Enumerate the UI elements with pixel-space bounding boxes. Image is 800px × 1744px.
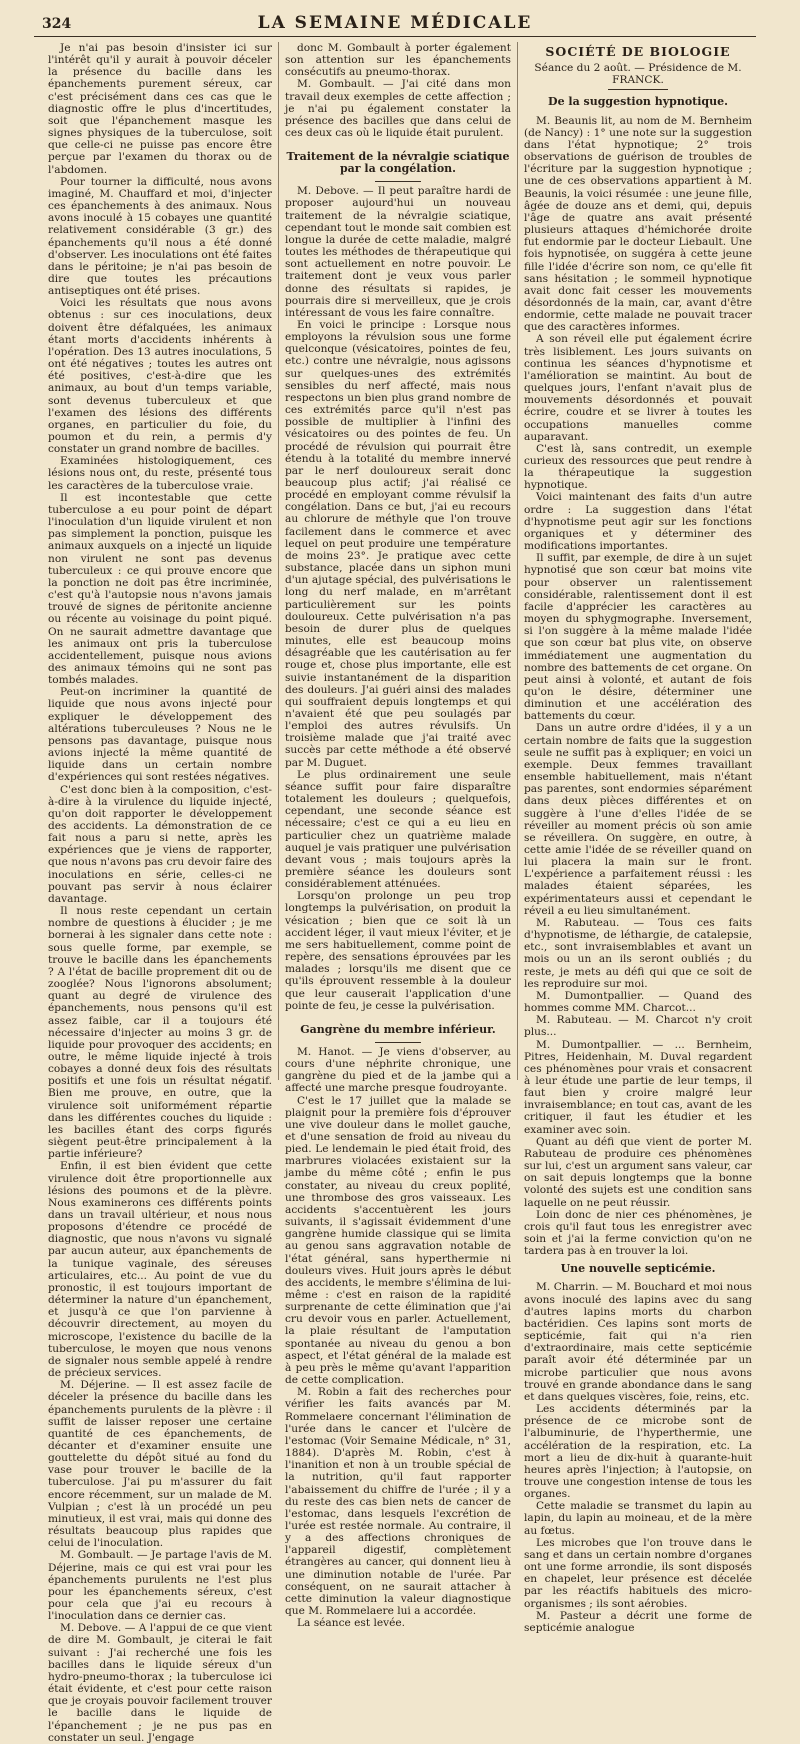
heading-rule	[608, 89, 668, 90]
column-divider	[278, 42, 279, 1080]
column-right	[524, 42, 752, 1634]
paragraph: M. Robin a fait des recherches pour vérifier les faits avancés par M. Rommelaere concernant l'élimination de l'urée dans le cancer et l'ulcère de l'estomac (Voir Semaine Médicale, n° 31, 1884). D'après M. Robin, c'est à l'inanition et non à un trouble spécial de la nutrition, qu'il faut rapporter l'abaissement du chiffre de l'urée ; il y a du reste des cas bien nets de cancer de l'estomac, dans lesquels l'excrétion de l'urée est restée normale. Au contraire, il y a des affections chroniques de l'appareil digestif, complètement étrangères au cancer, qui donnent lieu à une diminution notable de l'urée. Par conséquent, on ne saurait attacher à cette diminution la valeur diagnostique que M. Rommelaere lui a accordée.	[285, 1386, 511, 1618]
paragraph: M. Gombault. — Je partage l'avis de M. Déjerine, mais ce qui est vrai pour les épanchements purulents ne l'est plus pour les épanchements séreux, c'est pour cela que j'ai eu recours à l'inoculation dans ce dernier cas.	[48, 1549, 272, 1623]
heading-rule	[375, 181, 421, 182]
paragraph: M. Gombault. — J'ai cité dans mon travail deux exemples de cette affection ; je n'ai pu également constater la présence des bacilles que dans celui de ces deux cas où le liquide était purulent.	[285, 78, 511, 140]
paragraph: C'est donc bien à la composition, c'est-à-dire à la virulence du liquide injecté, qu'on doit rapporter le développement des accidents. La démonstration de ce fait nous a paru si nette, après les expériences que je viens de rapporter, que nous n'avons pas cru devoir faire des inoculations en série, celles-ci ne pouvant pas servir à nous éclairer davantage.	[48, 783, 272, 905]
section-heading: Gangrène du membre inférieur.	[300, 1022, 496, 1036]
paragraph: En voici le principe : Lorsque nous employons la révulsion sous une forme quelconque (vésicatoires, pointes de feu, etc.) contre une névralgie, nous agissons sur quelques-unes des extrémités sensibles du nerf affecté, mais nous respectons un bien plus grand nombre de ces extrémités parce qu'il n'est pas possible de multiplier à l'infini des vésicatoires ou des pointes de feu. Un procédé de révulsion qui pourrait être étendu à la totalité du membre innervé par le nerf douloureux serait donc beaucoup plus actif; j'ai réalisé ce procédé en employant comme révulsif la congélation. Dans ce but, j'ai eu recours au chlorure de méthyle que l'on trouve facilement dans le commerce et avec lequel on peut produire une température de moins 23°. Je pratique avec cette substance, placée dans un siphon muni d'un ajutage spécial, des pulvérisations le long du nerf malade, en m'arrêtant particulièrement sur les points douloureux. Cette pulvérisation n'a pas besoin de durer plus de quelques minutes, elle est beaucoup moins désagréable que les cautérisation au fer rouge et, chose plus importante, elle est suivie instantanément de la disparition des douleurs. J'ai guéri ainsi des malades qui souffraient depuis longtemps et qui n'avaient été que peu soulagés par l'emploi des autres révulsifs. Un troisième malade que j'ai traité avec succès par cette méthode a été observé par M. Duguet.	[285, 318, 511, 769]
column-divider	[517, 42, 518, 1080]
section-heading: Traitement de la névralgie sciatique par la congélation.	[286, 150, 510, 176]
paragraph: Enfin, il est bien évident que cette virulence doit être proportionnelle aux lésions des poumons et de la plèvre. Nous examinerons ces différents points dans un travail ultérieur, et nous nous proposons d'étendre ce procédé de diagnostic, que nous n'avons vu signalé par aucun auteur, aux épanchements de la tunique vaginale, des séreuses articulaires, etc... Au point de vue du pronostic, il est toujours important de déterminer la nature d'un épanchement, et jusqu'à ce que l'on parvienne à découvrir directement, au moyen du microscope, l'existence du bacille de la tuberculose, le moyen que nous venons de signaler nous semble appelé à rendre de précieux services.	[48, 1160, 272, 1380]
paragraph: Loin donc de nier ces phénomènes, je crois qu'il faut tous les enregistrer avec soin et j'ai la ferme conviction qu'on ne tardera pas à en trouver la loi.	[524, 1208, 752, 1258]
paragraph: Pour tourner la difficulté, nous avons imaginé, M. Chauffard et moi, d'injecter ces épanchements à des animaux. Nous avons inoculé à 15 cobayes une quantité relativement considérable (3 gr.) des épanchements qu'il nous a été donné d'observer. Les inoculations ont été faites dans le péritoine; je n'ai pas besoin de dire que toutes les précautions antiseptiques ont été prises.	[48, 175, 272, 298]
page-header	[34, 10, 756, 37]
paragraph: La séance est levée.	[297, 1617, 406, 1630]
journal-title: LA SEMAINE MÉDICALE	[257, 13, 533, 33]
heading-rule	[375, 1042, 421, 1043]
section-heading: De la suggestion hypnotique.	[548, 95, 728, 109]
session-line: Séance du 2 août. — Présidence de M. FRANCK.	[534, 62, 742, 87]
paragraph: M. Pasteur a décrit une forme de septicémie analogue	[524, 1609, 752, 1634]
paragraph: Il suffit, par exemple, de dire à un sujet hypnotisé que son cœur bat moins vite pour observer un ralentissement considérable, ralentissement dont il est facile d'apprécier les caractères au moyen du sphygmographe. Inversement, si l'on suggère à la même malade l'idée que son cœur bat plus vite, on observe immédiatement une augmentation du nombre des battements de cet organe. On peut ainsi à volonté, et autant de fois qu'on le désire, déterminer une diminution et une accélération des battements du cœur.	[524, 552, 752, 723]
society-heading: SOCIÉTÉ DE BIOLOGIE	[545, 44, 731, 59]
paragraph: donc M. Gombault à porter également son attention sur les épanchements consécutifs au pneumo-thorax.	[285, 42, 511, 79]
paragraph: M. Rabuteau. — M. Charcot n'y croit plus...	[524, 1014, 752, 1039]
paragraph: Quant au défi que vient de porter M. Rabuteau de produire ces phénomènes sur lui, c'est un argument sans valeur, car on sait depuis longtemps que la bonne volonté des sujets est une condition sans laquelle on ne peut réussir.	[524, 1135, 752, 1209]
paragraph: Le plus ordinairement une seule séance suffit pour faire disparaître totalement les douleurs ; quelquefois, cependant, une seconde séance est nécessaire; c'est ce qui a eu lieu en particulier chez un quatrième malade auquel je vais pratiquer une pulvérisation devant vous ; mais toujours après la première séance les douleurs sont considérablement atténuées.	[285, 768, 511, 891]
paragraph: Lorsqu'on prolonge un peu trop longtemps la pulvérisation, on produit la vésication ; bien que ce soit là un accident léger, il vaut mieux l'éviter, et je me sers habituellement, comme point de repère, des sensations éprouvées par les malades ; lorsqu'ils me disent que ce qu'ils éprouvent ressemble à la douleur que leur causerait l'application d'une pointe de feu, je cesse la pulvérisation.	[285, 890, 511, 1012]
page-number: 324	[42, 16, 72, 32]
paragraph: M. Charrin. — M. Bouchard et moi nous avons inoculé des lapins avec du sang d'autres lapins morts du charbon bactéridien. Ces lapins sont morts de septicémie, fait qui n'a rien d'extraordinaire, mais cette septicémie paraît avoir été déterminée par un microbe particulier que nous avons trouvé en grande abondance dans le sang et dans quelques viscères, foie, reins, etc.	[524, 1281, 752, 1403]
paragraph: M. Debove. — A l'appui de ce que vient de dire M. Gombault, je citerai le fait suivant : J'ai recherché une fois les bacilles dans le liquide séreux d'un hydro-pneumo-thorax ; la tuberculose ici était évidente, et c'est pour cette raison que je croyais pouvoir facilement trouver le bacille dans le liquide de l'épanchement ; je ne pus pas en constater un seul. J'engage	[48, 1622, 272, 1744]
paragraph: Peut-on incriminer la quantité de liquide que nous avons injecté pour expliquer le développement des altérations tuberculeuses ? Nous ne le pensons pas davantage, puisque nous avions injecté la même quantité de liquide dans un certain nombre d'expériences qui sont restées négatives.	[48, 686, 272, 784]
paragraph: Il nous reste cependant un certain nombre de questions à élucider ; je me bornerai à les signaler dans cette note : sous quelle forme, par exemple, se trouve le bacille dans les épanchements ? A l'état de bacille proprement dit ou de zooglée? Nous l'ignorons absolument; quant au degré de virulence des épanchements, nous pensons qu'il est assez faible, car il a toujours été nécessaire d'injecter au moins 3 gr. de liquide pour provoquer des accidents; en outre, le même liquide injecté à trois cobayes a donné deux fois des résultats positifs et une fois un résultat négatif. Bien me prouve, en outre, que la virulence soit uniformément répartie dans les différentes couches du liquide : les bacilles étant des corps figurés siègent peut-être principalement à la partie inférieure?	[48, 905, 272, 1161]
column-middle	[285, 42, 511, 1630]
paragraph: Les accidents déterminés par la présence de ce microbe sont de l'albuminurie, de l'hyperthermie, une accélération de la respiration, etc. La mort a lieu de dix-huit à quarante-huit heures après l'injection; à l'autopsie, on trouve une congestion intense de tous les organes.	[524, 1403, 752, 1501]
section-heading: Une nouvelle septicémie.	[560, 1262, 716, 1276]
paragraph: M. Dumontpallier. — ... Bernheim, Pitres, Heidenhain, M. Duval regardent ces phénomènes pour vrais et consacrent à leur étude une partie de leur temps, il faut bien y croire malgré leur invraisemblance; en tout cas, avant de les critiquer, il faut les étudier et les examiner avec soin.	[524, 1038, 752, 1136]
column-left	[48, 42, 272, 1744]
paragraph: Je n'ai pas besoin d'insister ici sur l'intérêt qu'il y aurait à pouvoir déceler la présence du bacille dans les épanchements purement séreux, car c'est précisément dans ces cas que le diagnostic offre le plus d'incertitudes, soit que l'épanchement masque les signes physiques de la tuberculose, soit que celle-ci ne puisse pas encore être perçue par l'examen du thorax ou de l'abdomen.	[48, 42, 272, 176]
paragraph: M. Hanot. — Je viens d'observer, au cours d'une néphrite chronique, une gangrène du pied et de la jambe qui a affecté une marche presque foudroyante.	[285, 1045, 511, 1095]
paragraph: Examinées histologiquement, ces lésions nous ont, du reste, présenté tous les caractères de la tuberculose vraie.	[48, 455, 272, 492]
paragraph: M. Debove. — Il peut paraître hardi de proposer aujourd'hui un nouveau traitement de la névralgie sciatique, cependant tout le monde sait combien est longue la durée de cette maladie, malgré toutes les méthodes de thérapeutique qui sont actuellement en notre pouvoir. Le traitement dont je veux vous parler donne des résultats si rapides, je pourrais dire si merveilleux, que je crois intéressant de vous les faire connaître.	[285, 185, 511, 319]
paragraph: M. Déjerine. — Il est assez facile de déceler la présence du bacille dans les épanchements purulents de la plèvre : il suffit de laisser reposer une certaine quantité de ces épanchements, de décanter et d'examiner ensuite une gouttelette du dépôt situé au fond du vase pour trouver le bacille de la tuberculose. J'ai pu m'assurer du fait encore récemment, sur un malade de M. Vulpian ; c'est là un procédé un peu minutieux, il est vrai, mais qui donne des résultats beaucoup plus rapides que celui de l'inoculation.	[48, 1379, 272, 1550]
paragraph: Les microbes que l'on trouve dans le sang et dans un certain nombre d'organes ont une forme arrondie, ils sont disposés en chapelet, leur présence est décelée par les réactifs habituels des micro-organismes ; ils sont aérobies.	[524, 1536, 752, 1610]
paragraph: Dans un autre ordre d'idées, il y a un certain nombre de faits que la suggestion seule ne suffit pas à expliquer; en voici un exemple. Deux femmes travaillant ensemble habituellement, mais n'étant pas parentes, sont endormies séparément dans deux pièces différentes et on suggère à l'une d'elles l'idée de se réveiller au moment précis où son amie se réveillera. On suggère, en outre, à cette amie l'idée de se réveiller quand on lui placera la main sur le front. L'expérience a parfaitement réussi : les malades étaient séparées, les expérimentateurs aussi et cependant le réveil a eu lieu simultanément.	[524, 722, 752, 917]
paragraph: C'est là, sans contredit, un exemple curieux des ressources que peut rendre à la thérapeutique la suggestion hypnotique.	[524, 442, 752, 492]
paragraph: M. Beaunis lit, au nom de M. Bernheim (de Nancy) : 1° une note sur la suggestion dans l'état hypnotique; 2° trois observations de guérison de troubles de l'écriture par la suggestion hypnotique ; une de ces observations appartient à M. Beaunis, la voici résumée : une jeune fille, âgée de douze ans et demi, qui, depuis l'âge de quatre ans avait présenté plusieurs attaques d'hémichorée droite fut endormie par le docteur Liebault. Une fois hypnotisée, on suggéra à cette jeune fille l'idée d'écrire son nom, ce qu'elle fit sans hésitation ; le sommeil hypnotique avait donc fait cesser les mouvements désordonnés de la main, car, avant d'être endormie, cette malade ne pouvait tracer que des caractères informes.	[524, 114, 752, 334]
paragraph: C'est le 17 juillet que la malade se plaignit pour la première fois d'éprouver une vive douleur dans le mollet gauche, et d'une sensation de froid au niveau du pied. Le lendemain le pied était froid, des marbrures violacées existaient sur la jambe du même côté ; enfin le pus constater, au niveau du creux poplité, une thrombose des gros vaisseaux. Les accidents s'accentuèrent les jours suivants, il s'agissait évidemment d'une gangrène humide classique qui se limita au genou sans aggravation notable de l'état général, sans hyperthermie ni douleurs vives. Huit jours après le début des accidents, le membre s'élimina de lui-même : c'est en raison de la rapidité surprenante de cette élimination que j'ai cru devoir vous en parler. Actuellement, la plaie résultant de l'amputation spontanée au niveau du genou a bon aspect, et l'état général de la malade est à peu près le même qu'avant l'apparition de cette complication.	[285, 1094, 511, 1387]
paragraph: M. Dumontpallier. — Quand des hommes comme MM. Charcot...	[524, 989, 752, 1015]
paragraph: Il est incontestable que cette tuberculose a eu pour point de départ l'inoculation d'un liquide virulent et non pas simplement la ponction, puisque les animaux auxquels on a injecté un liquide non virulent ne sont pas devenus tuberculeux : ce qui prouve encore que la ponction ne doit pas être incriminée, c'est qu'à l'autopsie nous n'avons jamais trouvé de signes de péritonite ancienne ou récente au voisinage du point piqué. On ne saurait admettre davantage que les animaux ont pris la tuberculose accidentellement, puisque nous avions des animaux témoins qui ne sont pas tombés malades.	[48, 491, 272, 687]
paragraph: Voici les résultats que nous avons obtenus : sur ces inoculations, deux doivent être défalquées, les animaux étant morts d'accidents inhérents à l'opération. Des 13 autres inoculations, 5 ont été négatives ; toutes les autres ont été positives, c'est-à-dire que les animaux, au bout d'un temps variable, sont devenus tuberculeux et que l'examen des lésions des différents organes, en particulier du foie, du poumon et du rein, a permis d'y constater un grand nombre de bacilles.	[48, 297, 272, 456]
paragraph: A son réveil elle put également écrire très lisiblement. Les jours suivants on continua les séances d'hypnotisme et l'amélioration se maintint. Au bout de quelques jours, l'enfant n'avait plus de mouvements désordonnés et pouvait écrire, coudre et se livrer à toutes les occupations manuelles comme auparavant.	[524, 333, 752, 443]
paragraph: M. Rabuteau. — Tous ces faits d'hypnotisme, de léthargie, de catalepsie, etc., sont invraisemblables et avant un mois ou un an ils seront oubliés ; du reste, je mets au défi qui que ce soit de les reproduire sur moi.	[524, 916, 752, 990]
paragraph: Voici maintenant des faits d'un autre ordre : La suggestion dans l'état d'hypnotisme peut agir sur les fonctions organiques et y déterminer des modifications importantes.	[524, 491, 752, 553]
paragraph: Cette maladie se transmet du lapin au lapin, du lapin au moineau, et de la mère au fœtus.	[524, 1500, 752, 1537]
